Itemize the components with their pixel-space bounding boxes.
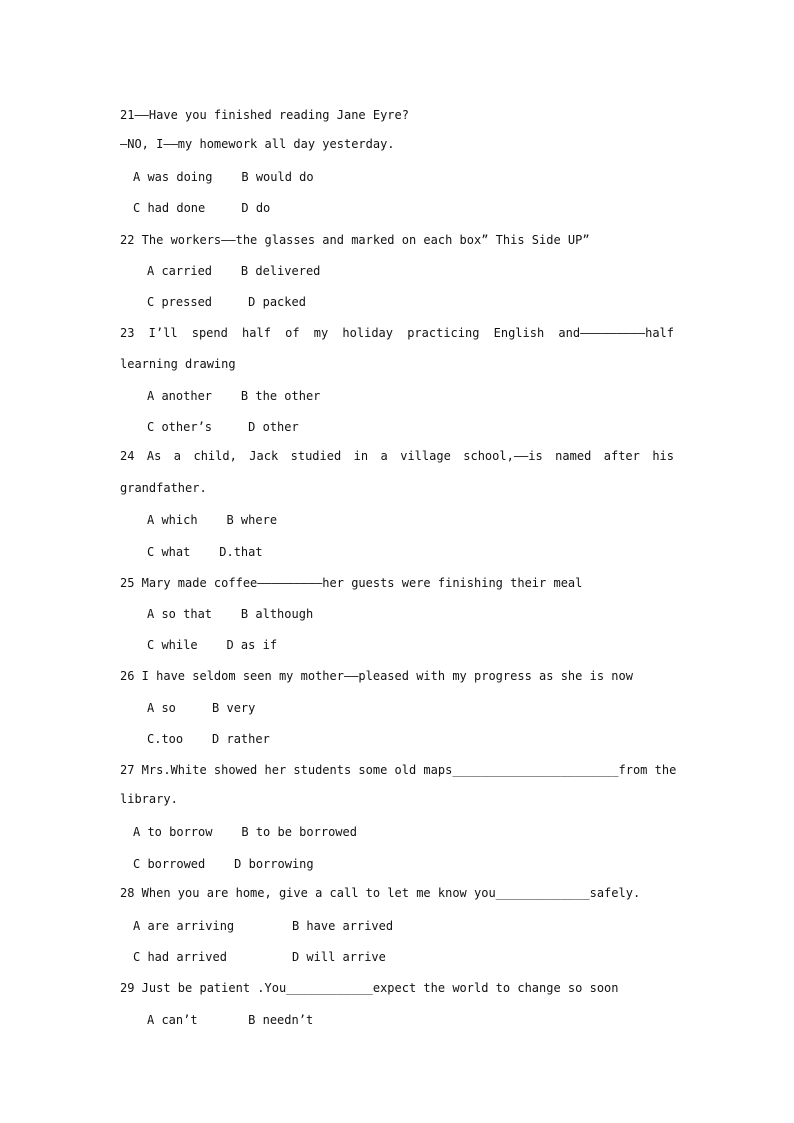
question-27-stem: 27 Mrs.White showed her students some old maps_______________________from the: [120, 763, 677, 777]
question-21-stem-continued: —NO, I——my homework all day yesterday.: [120, 137, 395, 151]
question-21-stem: 21——Have you finished reading Jane Eyre?: [120, 108, 409, 122]
question-23-options-ab: A another B the other: [147, 389, 321, 403]
question-21-options-ab: A was doing B would do: [133, 170, 314, 184]
question-25-stem: 25 Mary made coffee—————————her guests were finishing their meal: [120, 576, 583, 590]
question-29-options-ab: A can’t B needn’t: [147, 1013, 314, 1027]
question-26-options-cd: C.too D rather: [147, 732, 270, 746]
question-28-options-cd: C had arrived D will arrive: [133, 950, 386, 964]
question-25-options-ab: A so that B although: [147, 607, 314, 621]
question-23-options-cd: C other’s D other: [147, 420, 299, 434]
question-24-options-cd: C what D.that: [147, 545, 263, 559]
question-29-stem: 29 Just be patient .You____________expect the world to change so soon: [120, 981, 619, 995]
question-21-options-cd: C had done D do: [133, 201, 271, 215]
question-28-options-ab: A are arriving B have arrived: [133, 919, 394, 933]
question-22-stem: 22 The workers——the glasses and marked on each box” This Side UP”: [120, 233, 590, 247]
question-26-stem: 26 I have seldom seen my mother——pleased with my progress as she is now: [120, 669, 633, 683]
question-24-stem: 24 As a child, Jack studied in a village school,——is named after his: [120, 449, 674, 463]
question-24-stem-continued: grandfather.: [120, 481, 207, 495]
question-23-stem-continued: learning drawing: [120, 357, 236, 371]
question-27-options-ab: A to borrow B to be borrowed: [133, 825, 357, 839]
question-26-options-ab: A so B very: [147, 701, 256, 715]
question-28-stem: 28 When you are home, give a call to let me know you_____________safely.: [120, 886, 641, 900]
question-22-options-ab: A carried B delivered: [147, 264, 321, 278]
question-27-options-cd: C borrowed D borrowing: [133, 857, 314, 871]
question-27-stem-continued: library.: [120, 792, 178, 806]
question-22-options-cd: C pressed D packed: [147, 295, 306, 309]
question-24-options-ab: A which B where: [147, 513, 278, 527]
question-25-options-cd: C while D as if: [147, 638, 278, 652]
question-23-stem: 23 I’ll spend half of my holiday practicing English and—————————half: [120, 326, 674, 340]
